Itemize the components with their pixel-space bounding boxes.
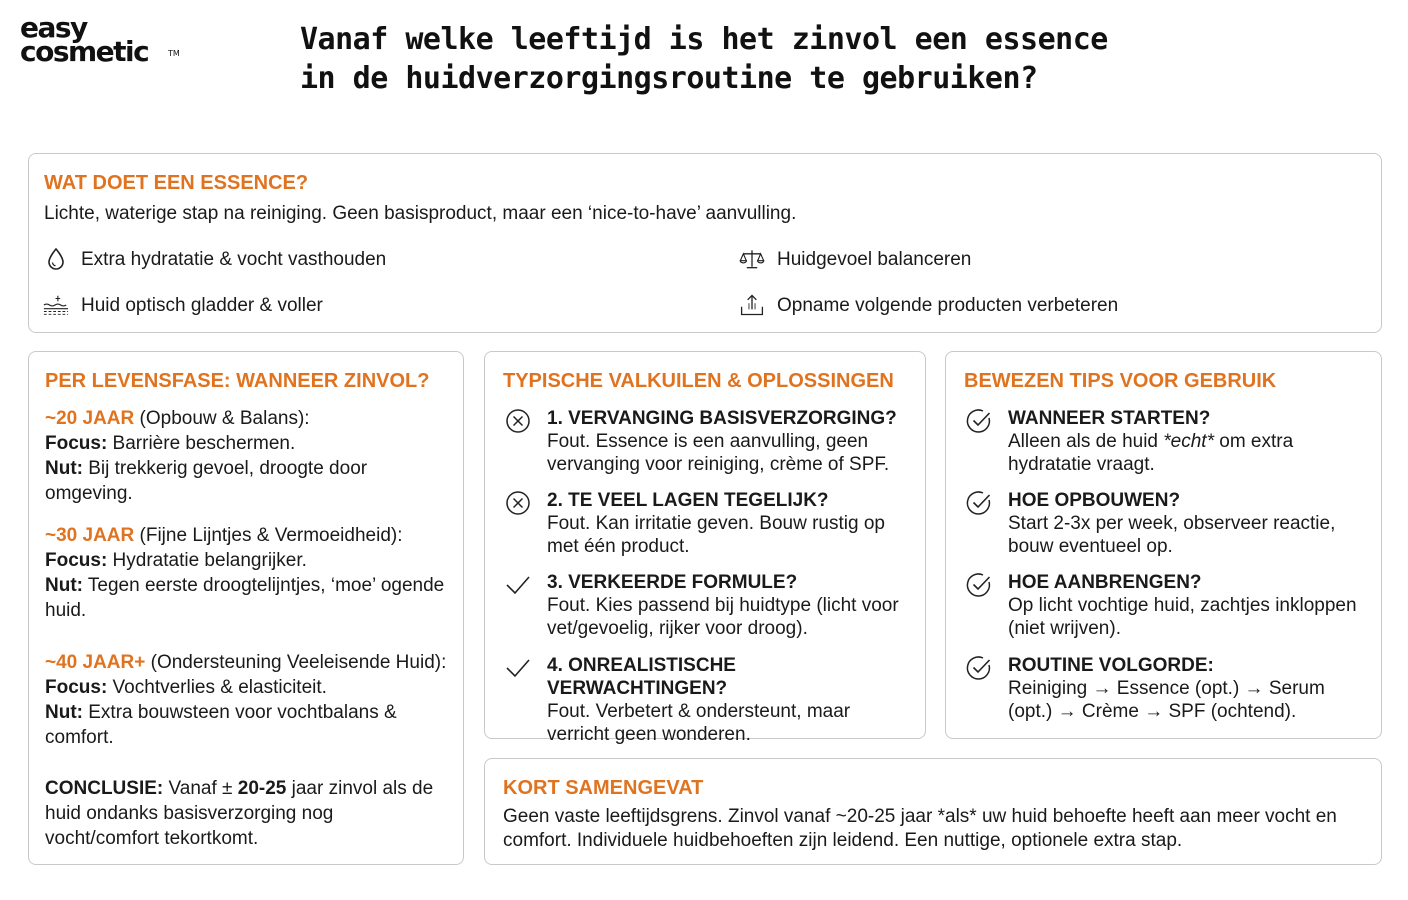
conclusion-label: CONCLUSIE: [45, 778, 164, 799]
tip-text: Start 2-3x per week, observeer reactie, bouw eventueel op. [1008, 513, 1336, 557]
tip-item [964, 571, 1369, 640]
feature-label: Huidgevoel balanceren [777, 248, 972, 270]
pitfall-item [503, 407, 913, 476]
essence-intro: Lichte, waterige stap na reiniging. Geen basisproduct, maar een ‘nice-to-have’ aanvulling. [44, 203, 797, 224]
water-drop-icon [43, 246, 69, 272]
pitfalls-card [484, 351, 926, 745]
stage-phase: (Ondersteuning Veeleisende Huid): [145, 652, 447, 673]
stage-40 [45, 650, 455, 750]
smooth-skin-icon [43, 292, 69, 318]
conclusion [45, 776, 445, 851]
stage-phase: (Fijne Lijntjes & Vermoeidheid): [134, 525, 403, 546]
essence-heading: WAT DOET EEN ESSENCE? [44, 172, 309, 194]
tip-text: Op licht vochtige huid, zachtjes inkloppen (niet wrijven). [1008, 595, 1357, 639]
tip-text: Alleen als de huid *echt* om extra hydratatie vraagt. [1008, 431, 1294, 475]
checkmark-icon [503, 654, 533, 746]
upload-arrow-icon [739, 292, 765, 318]
stage-focus: Barrière beschermen. [107, 433, 296, 454]
benefit-label: Nut: [45, 575, 83, 596]
focus-label: Focus: [45, 677, 108, 698]
feature-label: Huid optisch gladder & voller [81, 294, 323, 316]
pitfall-text: Fout. Essence is een aanvulling, geen vervanging voor reiniging, crème of SPF. [547, 431, 890, 475]
feature-hydration [43, 246, 386, 272]
check-circle-icon [964, 489, 994, 558]
x-circle-icon [503, 407, 533, 476]
tip-title: HOE AANBRENGEN? [1008, 572, 1202, 593]
focus-label: Focus: [45, 433, 108, 454]
stage-benefit: Tegen eerste droogtelijntjes, ‘moe’ ogende huid. [45, 575, 445, 621]
balance-scale-icon [739, 246, 765, 272]
tip-text: Reiniging → Essence (opt.) → Serum (opt.) → Crème → SPF (ochtend). [1008, 678, 1325, 722]
tip-title: HOE OPBOUWEN? [1008, 490, 1181, 511]
conclusion-age-range: 20-25 [237, 778, 287, 799]
summary-text: Geen vaste leeftijdsgrens. Zinvol vanaf ~20-25 jaar *als* uw huid behoefte heeft aan meer vocht en comfort. Individuele huidbehoeften zijn leidend. Een nuttige, optionele extra stap. [503, 806, 1337, 851]
stage-age: ~30 JAAR [45, 525, 135, 546]
x-circle-icon [503, 489, 533, 558]
pitfall-item [503, 571, 913, 640]
essence-info-card [28, 153, 1382, 333]
stage-age: ~20 JAAR [45, 408, 135, 429]
tip-item [964, 654, 1374, 723]
stage-phase: (Opbouw & Balans): [134, 408, 310, 429]
pitfalls-heading: TYPISCHE VALKUILEN & OPLOSSINGEN [503, 370, 894, 392]
tips-card [945, 351, 1382, 739]
brand-logo [20, 11, 190, 68]
life-stages-heading: PER LEVENSFASE: WANNEER ZINVOL? [45, 370, 430, 392]
tip-item [964, 489, 1369, 558]
pitfall-text: Fout. Verbetert & ondersteunt, maar verricht geen wonderen. [547, 701, 851, 745]
tip-title: ROUTINE VOLGORDE: [1008, 655, 1214, 676]
feature-balance [739, 246, 971, 272]
check-circle-icon [964, 407, 994, 476]
stage-focus: Hydratatie belangrijker. [107, 550, 307, 571]
pitfall-title: 2. TE VEEL LAGEN TEGELIJK? [547, 490, 829, 511]
stage-benefit: Extra bouwsteen voor vochtbalans & comfort. [45, 702, 397, 748]
checkmark-icon [503, 571, 533, 640]
conclusion-text-post: jaar zinvol als de huid ondanks basisverzorging nog vocht/comfort tekortkomt. [45, 778, 434, 849]
stage-benefit: Bij trekkerig gevoel, droogte door omgeving. [45, 458, 368, 504]
pitfall-title: 3. VERKEERDE FORMULE? [547, 572, 798, 593]
stage-30 [45, 523, 455, 623]
stage-focus: Vochtverlies & elasticiteit. [107, 677, 327, 698]
pitfall-title: 4. ONREALISTISCHE VERWACHTINGEN? [547, 655, 736, 699]
life-stages-card [28, 351, 464, 865]
page-title: Vanaf welke leeftijd is het zinvol een essence in de huidverzorgingsroutine te gebruiken? [300, 22, 1108, 96]
pitfall-text: Fout. Kies passend bij huidtype (licht voor vet/gevoelig, rijker voor droog). [547, 595, 899, 639]
stage-age: ~40 JAAR+ [45, 652, 146, 673]
tip-emphasis: *echt* [1163, 431, 1214, 452]
stage-20 [45, 406, 455, 506]
brand-logo-line1: easy [20, 11, 87, 44]
check-circle-icon [964, 654, 994, 723]
conclusion-text-pre: Vanaf ± [163, 778, 238, 799]
focus-label: Focus: [45, 550, 108, 571]
tip-title: WANNEER STARTEN? [1008, 408, 1211, 429]
summary-heading: KORT SAMENGEVAT [503, 777, 704, 799]
feature-label: Opname volgende producten verbeteren [777, 294, 1119, 316]
pitfall-item [503, 654, 913, 746]
pitfall-text: Fout. Kan irritatie geven. Bouw rustig op met één product. [547, 513, 885, 557]
feature-smoothness [43, 292, 323, 318]
pitfall-title: 1. VERVANGING BASISVERZORGING? [547, 408, 897, 429]
feature-label: Extra hydratatie & vocht vasthouden [81, 248, 387, 270]
pitfall-item [503, 489, 913, 558]
brand-logo-line2: cosmetic TM [20, 35, 180, 68]
summary-card [484, 758, 1382, 865]
benefit-label: Nut: [45, 702, 83, 723]
trademark-mark: TM [168, 49, 180, 58]
tip-item [964, 407, 1369, 476]
benefit-label: Nut: [45, 458, 83, 479]
tips-heading: BEWEZEN TIPS VOOR GEBRUIK [964, 370, 1277, 392]
check-circle-icon [964, 571, 994, 640]
feature-absorption [739, 292, 1118, 318]
